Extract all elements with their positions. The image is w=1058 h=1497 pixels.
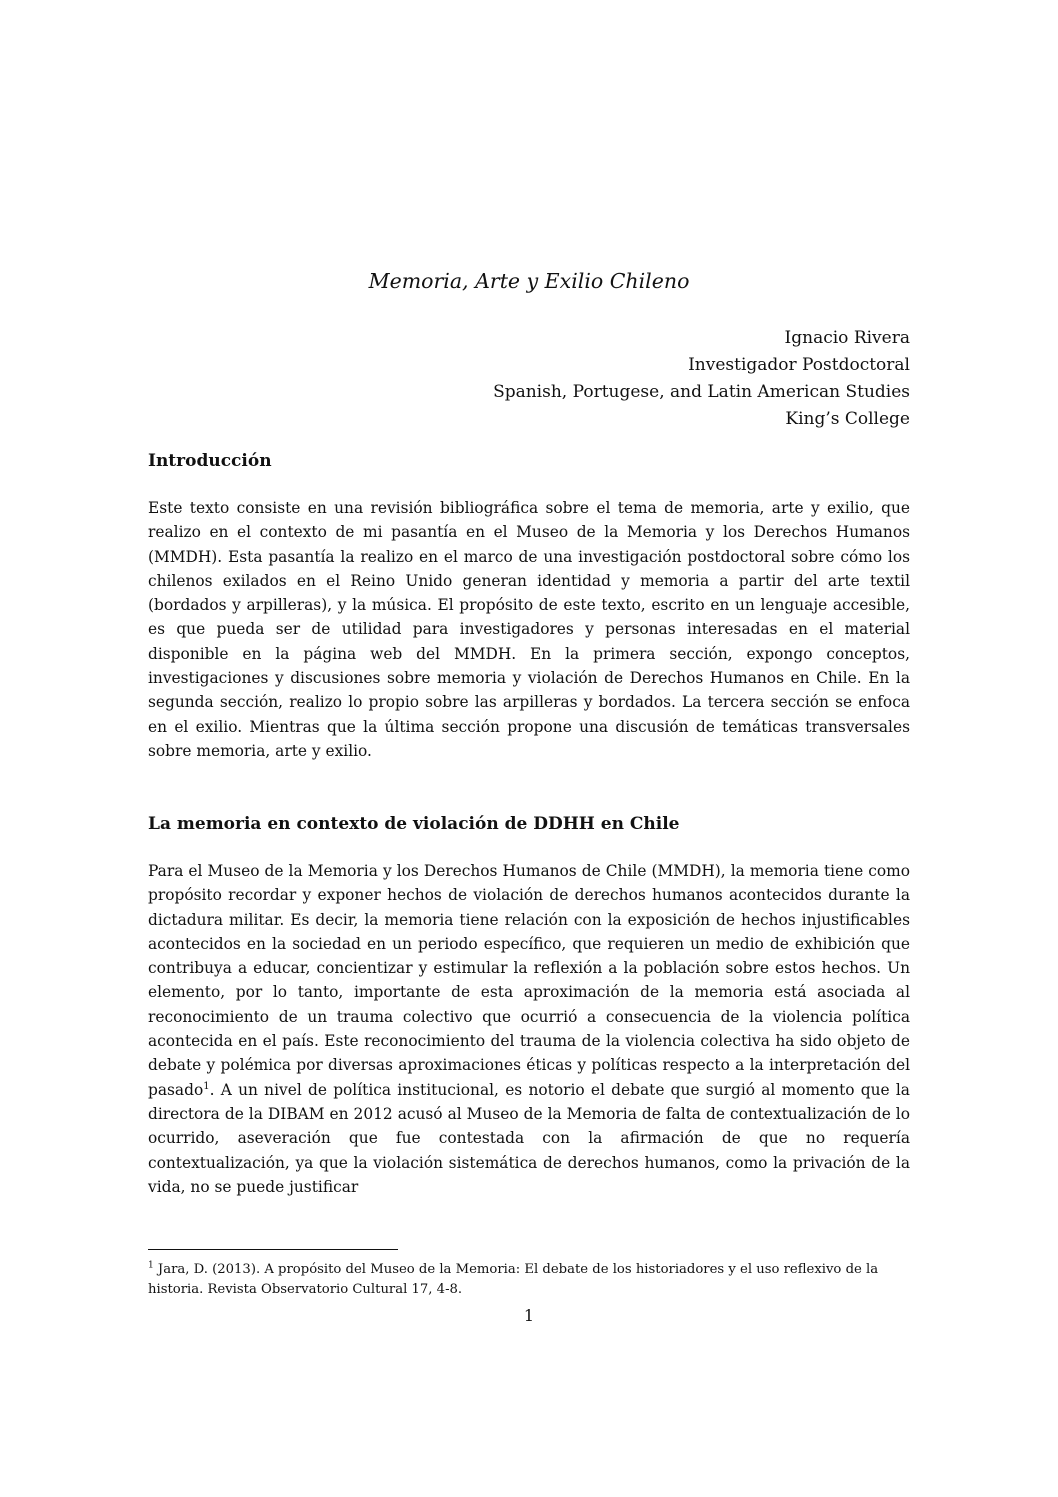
footnote-text: Jara, D. (2013). A propósito del Museo de la Memoria: El debate de los historiadores y el uso reflexivo de la historia. Revista Observatorio Cultural 17, 4-8. (148, 1262, 879, 1297)
section-heading: La memoria en contexto de violación de DDHH en Chile (148, 814, 680, 834)
page-number: 1 (523, 1306, 535, 1325)
author-position: Investigador Postdoctoral (688, 355, 910, 375)
document-title: Memoria, Arte y Exilio Chileno (368, 269, 690, 293)
paragraph-text-continued: . A un nivel de política institucional, es notorio el debate que surgió al momento que la directora de la DIBAM en 2012 acusó al Museo de la Memoria de falta de contextualización de lo ocurrido, aseveración que fue contestada con la afirmación de que no requería contextualización, ya que la violación sistemática de derechos humanos, como la privación de la vida, no se puede justificar (148, 1080, 910, 1196)
section-paragraph (148, 859, 910, 1199)
section-heading: Introducción (148, 451, 272, 471)
section-memoria-contexto (148, 811, 910, 1199)
footnote-separator (148, 1249, 398, 1250)
footnote (148, 1260, 910, 1300)
author-block (210, 325, 910, 433)
paragraph-text: Para el Museo de la Memoria y los Derechos Humanos de Chile (MMDH), la memoria tiene como propósito recordar y exponer hechos de violación de derechos humanos acontecidos durante la dictadura militar. Es decir, la memoria tiene relación con la exposición de hechos injustificables acontecidos en la sociedad en un periodo específico, que requieren un medio de exhibición que contribuya a educar, concientizar y estimular la reflexión a la población sobre estos hechos. Un elemento, por lo tanto, importante de esta aproximación de la memoria está asociada al reconocimiento de un trauma colectivo que ocurrió a consecuencia de la violencia política acontecida en el país. Este reconocimiento del trauma de la violencia colectiva ha sido objeto de debate y polémica por diversas aproximaciones éticas y políticas respecto a la interpretación del pasado (148, 862, 910, 1099)
author-institution: King’s College (785, 409, 910, 429)
section-introduccion (148, 448, 910, 763)
author-department: Spanish, Portugese, and Latin American Studies (493, 382, 910, 402)
footnote-reference[interactable]: 1 (203, 1080, 210, 1092)
footnote-marker: 1 (148, 1260, 154, 1271)
section-paragraph: Este texto consiste en una revisión bibliográfica sobre el tema de memoria, arte y exilio, que realizo en el contexto de mi pasantía en el Museo de la Memoria y los Derechos Humanos (MMDH). Esta pasantía la realizo en el marco de una investigación postdoctoral sobre cómo los chilenos exilados en el Reino Unido generan identidad y memoria a partir del arte textil (bordados y arpilleras), y la música. El propósito de este texto, escrito en un lenguaje accesible, es que pueda ser de utilidad para investigadores y personas interesadas en el material disponible en la página web del MMDH. En la primera sección, expongo conceptos, investigaciones y discusiones sobre memoria y violación de Derechos Humanos en Chile. En la segunda sección, realizo lo propio sobre las arpilleras y bordados. La tercera sección se enfoca en el exilio. Mientras que la última sección propone una discusión de temáticas transversales sobre memoria, arte y exilio. (148, 499, 910, 760)
author-name: Ignacio Rivera (784, 328, 910, 348)
